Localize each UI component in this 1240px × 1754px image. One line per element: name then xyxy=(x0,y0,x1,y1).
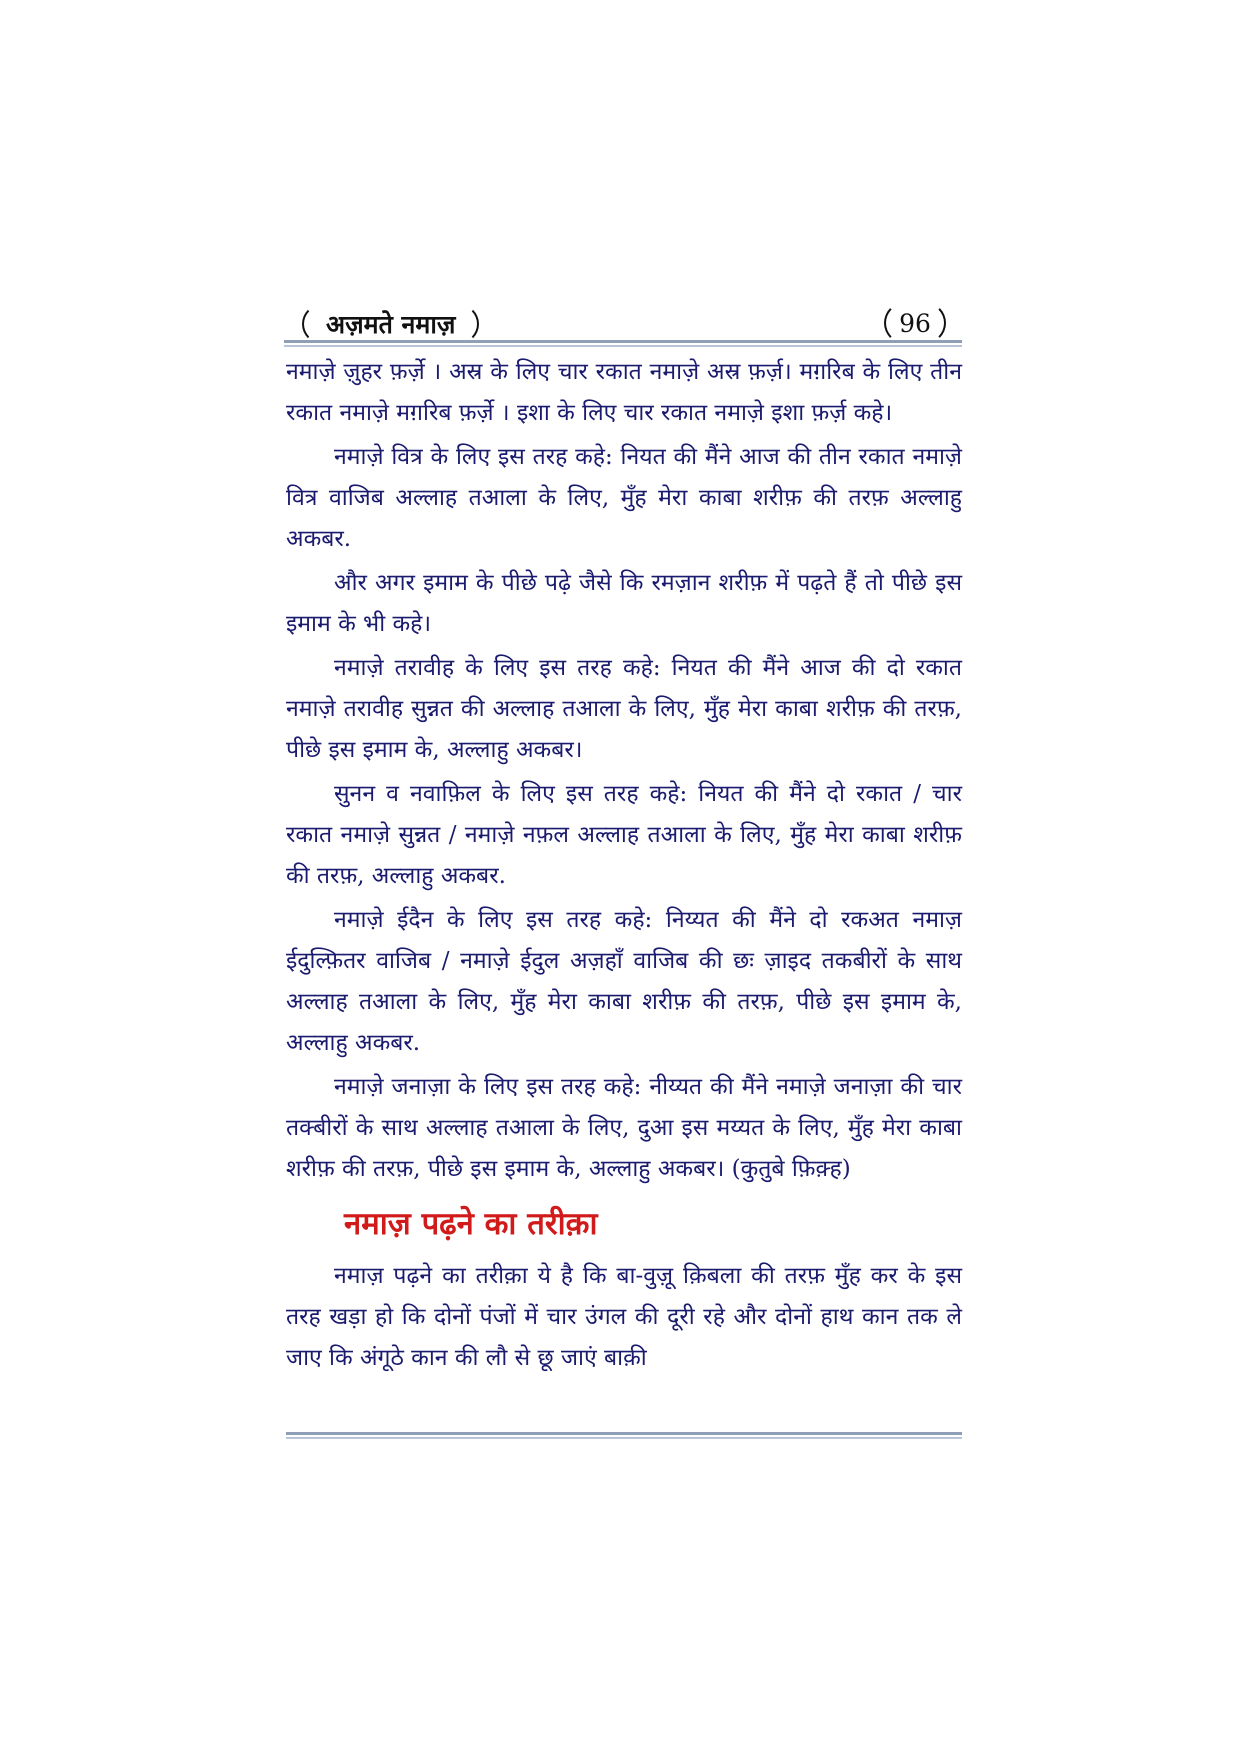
page-body xyxy=(286,352,962,1382)
paragraph-behind-imam: और अगर इमाम के पीछे पढ़े जैसे कि रमज़ान शरीफ़ में पढ़ते हैं तो पीछे इस इमाम के भी कहे। xyxy=(286,570,962,637)
footer-rule xyxy=(286,1432,962,1435)
paragraph-sunan-nawafil: सुनन व नवाफ़िल के लिए इस तरह कहे: नियत की मैंने दो रकात / चार रकात नमाज़े सुन्नत / नमाज़े नफ़ल अल्लाह तआला के लिए, मुँह मेरा काबा शरीफ़ की तरफ़, अल्लाहु अकबर. xyxy=(286,781,962,889)
book-title: अज़मते नमाज़ xyxy=(302,304,479,344)
section-heading: नमाज़ पढ़ने का तरीक़ा xyxy=(344,1206,598,1242)
page-number: 96 xyxy=(884,302,946,344)
footer-rule-secondary xyxy=(286,1437,962,1439)
paragraph-witr: नमाज़े वित्र के लिए इस तरह कहे: नियत की मैंने आज की तीन रकात नमाज़े वित्र वाजिब अल्लाह तआला के लिए, मुँह मेरा काबा शरीफ़ की तरफ़ अल्लाहु अकबर. xyxy=(286,444,962,552)
paragraph-janaza: नमाज़े जनाज़ा के लिए इस तरह कहे: नीय्यत की मैंने नमाज़े जनाज़ा की चार तक्बीरों के साथ अल्लाह तआला के लिए, दुआ इस मय्यत के लिए, मुँह मेरा काबा शरीफ़ की तरफ़, पीछे इस इमाम के, अल्लाहु अकबर। (कुतुबे फ़िक़्ह) xyxy=(286,1074,962,1182)
page-header xyxy=(284,302,962,348)
paragraph-eidain: नमाज़े ईदैन के लिए इस तरह कहे: निय्यत की मैंने दो रकअत नमाज़ ईदुल्फ़ितर वाजिब / नमाज़े ईदुल अज़हाँ वाजिब की छः ज़ाइद तकबीरों के साथ अल्लाह तआला के लिए, मुँह मेरा काबा शरीफ़ की तरफ़, पीछे इस इमाम के, अल्लाहु अकबर. xyxy=(286,907,962,1056)
paragraph-method: नमाज़ पढ़ने का तरीक़ा ये है कि बा-वुज़ू क़िबला की तरफ़ मुँह कर के इस तरह खड़ा हो कि दोनों पंजों में चार उंगल की दूरी रहे और दोनों हाथ कान तक ले जाए कि अंगूठे कान की लौ से छू जाएं बाक़ी xyxy=(286,1263,962,1371)
paragraph-continuation: नमाज़े ज़ुहर फ़र्ज़े । अस्र के लिए चार रकात नमाज़े अस्र फ़र्ज़। मग़रिब के लिए तीन रकात नमाज़े मग़रिब फ़र्ज़े । इशा के लिए चार रकात नमाज़े इशा फ़र्ज़ कहे। xyxy=(286,359,962,426)
header-rule xyxy=(284,340,962,343)
paragraph-taraweeh: नमाज़े तरावीह के लिए इस तरह कहे: नियत की मैंने आज की दो रकात नमाज़े तरावीह सुन्नत की अल्लाह तआला के लिए, मुँह मेरा काबा शरीफ़ की तरफ़, पीछे इस इमाम के, अल्लाहु अकबर। xyxy=(286,655,962,763)
header-rule-secondary xyxy=(284,345,962,347)
